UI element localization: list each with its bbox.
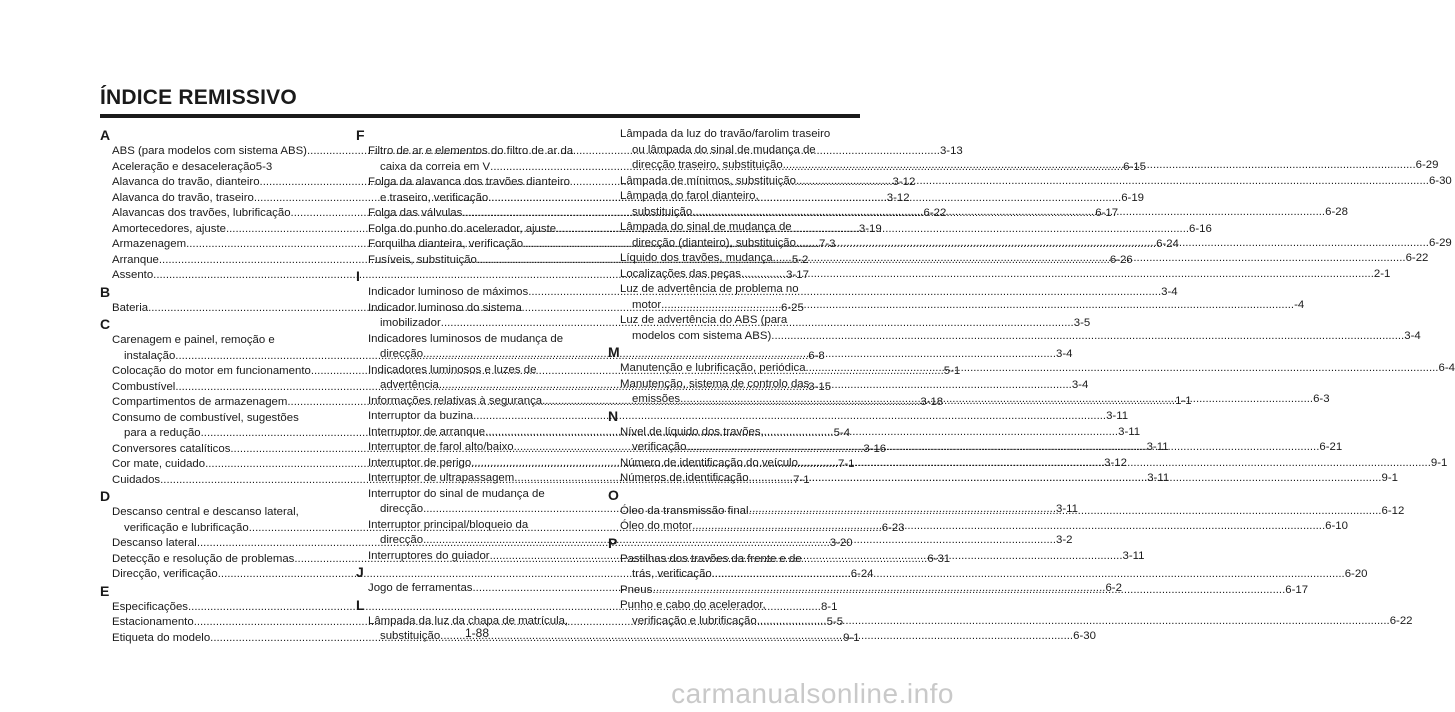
- section-letter: L: [356, 596, 365, 613]
- index-entry: [356, 409, 1129, 425]
- entry-page: 6-24: [1156, 238, 1179, 250]
- entry-page: 3-19: [858, 222, 882, 235]
- entry-text: Punho e cabo do acelerador,: [620, 599, 766, 611]
- entry-page: 6-29: [1415, 159, 1439, 171]
- entry-page: 6-30: [1428, 174, 1452, 187]
- entry-text: direcção traseiro, substituição: [632, 159, 783, 171]
- entry-text: Bateria: [112, 301, 149, 314]
- entry-page: 3-15: [808, 380, 832, 393]
- entry-page: 3-13: [939, 145, 963, 157]
- entry-page: 8-1: [820, 600, 838, 613]
- entry-text: emissões: [632, 393, 681, 405]
- entry-page: 6-8: [808, 349, 825, 362]
- entry-text: Detecção e resolução de problemas: [112, 552, 295, 565]
- entry-page: 3-12: [886, 191, 910, 204]
- entry-text: Lâmpada da luz do travão/farolim traseiro: [620, 128, 831, 140]
- entry-page: 6-15: [1123, 160, 1146, 173]
- entry-text: Indicadores luminosos e luzes de: [368, 363, 537, 376]
- entry-text: Interruptor de farol alto/baixo: [368, 441, 514, 453]
- dot-leader: [741, 267, 1374, 283]
- entry-page: 6-25: [781, 301, 804, 314]
- entry-page: 6-20: [1344, 568, 1368, 580]
- entry-text: direcção: [380, 348, 424, 360]
- entry-text: Lâmpada de mínimos, substituição: [620, 174, 797, 187]
- entry-text: Folga das válvulas: [368, 207, 463, 219]
- entry-page: 6-10: [1325, 520, 1348, 532]
- entry-page: 3-4: [1071, 379, 1089, 391]
- entry-text: Armazenagem: [112, 238, 187, 250]
- title-rule: [100, 114, 860, 118]
- watermark: carmanualsonline.info: [671, 678, 954, 709]
- entry-text: Indicador luminoso do sistema: [368, 301, 522, 314]
- entry-page: 3-11: [1056, 503, 1078, 515]
- dot-leader: [661, 298, 1294, 314]
- index-entry-line: [620, 298, 1305, 314]
- section-letter: B: [100, 283, 111, 300]
- entry-page: 3-4: [1056, 348, 1073, 360]
- entry-page: 6-16: [1189, 222, 1212, 235]
- section-letter: E: [100, 582, 110, 599]
- entry-page: 2-1: [1373, 267, 1391, 280]
- dot-leader: [692, 519, 1325, 535]
- entry-page: 3-11: [1147, 472, 1170, 484]
- entry-page: 6-17: [1285, 583, 1309, 596]
- entry-text: verificação e lubrificação: [124, 521, 249, 534]
- entry-text: Forquilha dianteira, verificação: [368, 238, 524, 250]
- entry-text: Interruptores do guiador: [368, 549, 490, 562]
- entry-page: 3-17: [786, 269, 809, 281]
- index-entry: [608, 598, 1413, 629]
- index-entry-line: [368, 409, 1129, 425]
- entry-page: 6-17: [1095, 207, 1119, 219]
- entry-text: Indicador luminoso de máximos: [368, 286, 529, 298]
- entry-text: Interruptor do sinal de mudança de: [368, 487, 545, 500]
- entry-text: direcção (dianteiro), substituição: [632, 236, 796, 249]
- entry-text: Nível de líquido dos travões,: [620, 425, 764, 438]
- entry-page: 3-11: [1122, 549, 1145, 562]
- page-number: 1-88: [465, 626, 490, 640]
- entry-text: Óleo do motor: [620, 520, 693, 532]
- entry-text: Luz de advertência do ABS (para: [620, 314, 788, 326]
- entry-text: Etiqueta do modelo: [112, 631, 211, 644]
- entry-text: Informações relativas à segurança: [368, 394, 543, 407]
- entry-page: 7-1: [838, 458, 855, 470]
- entry-text: Interruptor da buzina: [368, 410, 474, 422]
- entry-text: Consumo de combustível, sugestões: [112, 411, 299, 424]
- entry-page: 3-5: [1073, 317, 1091, 329]
- entry-page: 6-3: [1313, 393, 1330, 405]
- entry-text: para a redução: [124, 427, 201, 439]
- section-letter: F: [356, 127, 365, 143]
- entry-text: Estacionamento: [112, 616, 194, 628]
- section-letter: J: [356, 564, 364, 580]
- index-entry-line: [112, 160, 338, 176]
- dot-leader: [773, 251, 1406, 267]
- dot-leader: [796, 236, 1429, 252]
- dot-leader: [796, 174, 1429, 190]
- entry-page: 3-12: [892, 176, 916, 188]
- entry-text: Colocação do motor em funcionamento: [112, 365, 311, 377]
- index-entry-line: [620, 614, 1413, 630]
- entry-text: Lâmpada do sinal de mudança de: [620, 221, 792, 233]
- entry-text: Arranque: [112, 253, 159, 266]
- entry-text: advertência: [380, 379, 439, 391]
- entry-page: 6-30: [1073, 630, 1096, 642]
- section-letter: O: [608, 486, 619, 503]
- section-letter: P: [608, 534, 618, 551]
- entry-text: direcção: [380, 503, 424, 515]
- entry-page: 3-11: [1118, 425, 1141, 438]
- entry-text: Interruptor de perigo: [368, 456, 472, 469]
- entry-text: Luz de advertência de problema no: [620, 283, 799, 295]
- entry-text: direcção: [380, 534, 424, 546]
- entry-page: 3-4: [1161, 286, 1178, 298]
- entry-text: Descanso central e descanso lateral,: [112, 506, 299, 518]
- entry-text: caixa da correia em V: [380, 160, 491, 173]
- entry-page: 6-4: [1438, 362, 1455, 374]
- entry-page: 5-2: [791, 253, 809, 266]
- dot-leader: [692, 205, 1325, 221]
- entry-text: instalação: [124, 349, 176, 362]
- entry-text: Óleo da transmissão final: [620, 504, 749, 517]
- entry-text: Cuidados: [112, 473, 161, 486]
- entry-page: 5-5: [826, 616, 844, 628]
- entry-text: Direcção, verificação: [112, 568, 218, 580]
- dot-leader: [783, 158, 1416, 174]
- entry-text: Conversores catalíticos: [112, 442, 231, 455]
- entry-text: verificação: [632, 441, 687, 453]
- entry-text: Folga do punho do acelerador, ajuste: [368, 222, 557, 235]
- entry-page: 6-28: [1325, 205, 1348, 218]
- entry-text: Alavancas dos travões, lubrificação: [112, 207, 291, 219]
- entry-text: verificação e lubrificação: [632, 614, 757, 627]
- page-title: ÍNDICE REMISSIVO: [100, 86, 297, 109]
- entry-text: Assento: [112, 269, 154, 281]
- section-letter: C: [100, 316, 111, 332]
- entry-text: Números de identificação: [620, 472, 749, 484]
- entry-page: 3-11: [1106, 410, 1129, 422]
- dot-leader: [806, 361, 1439, 377]
- section-letter: D: [100, 488, 111, 504]
- entry-page: 9-1: [1430, 456, 1448, 469]
- entry-text: motor: [632, 298, 662, 311]
- entry-page: 3-11: [1146, 441, 1169, 453]
- entry-text: substituição: [632, 205, 693, 218]
- section-letter: A: [100, 127, 111, 143]
- dot-leader: [798, 456, 1431, 472]
- entry-text: Combustível: [112, 380, 176, 393]
- entry-text: Líquido dos travões, mudança: [620, 252, 773, 264]
- entry-page: 5-4: [833, 427, 851, 439]
- entry-page: 6-21: [1319, 441, 1343, 453]
- entry-page: 6-23: [881, 521, 905, 534]
- entry-page: 6-22: [1389, 614, 1413, 627]
- entry-text: Alavanca do travão, dianteiro: [112, 176, 260, 188]
- entry-text: imobilizador: [380, 317, 441, 329]
- entry-page: 7-1: [793, 473, 810, 486]
- entry-page: 6-22: [1405, 252, 1429, 264]
- entry-text: modelos com sistema ABS): [632, 329, 772, 342]
- entry-text: Localizações das peças: [620, 267, 741, 280]
- entry-page: 3-4: [1404, 329, 1421, 342]
- dot-leader: [440, 629, 1073, 645]
- entry-text: Interruptor de ultrapassagem: [368, 472, 515, 484]
- entry-page: 1-1: [1175, 394, 1192, 407]
- entry-page: 6-31: [927, 552, 951, 565]
- index-entry: [608, 267, 1391, 283]
- entry-page: 6-24: [850, 568, 874, 580]
- entry-text: Folga da alavanca dos travões dianteiro: [368, 176, 570, 188]
- entry-text: substituição: [380, 630, 441, 642]
- index-entry-line: [620, 267, 1391, 283]
- entry-text: trás, verificação: [632, 568, 712, 580]
- entry-page: 3-16: [863, 442, 887, 455]
- entry-page: 6-22: [923, 207, 947, 219]
- entry-page: 7-3: [819, 238, 836, 250]
- entry-text: Interruptor principal/bloqueio da: [368, 518, 529, 531]
- entry-text: Número de identificação do veículo: [620, 456, 798, 469]
- index-entry-line: [620, 329, 1421, 345]
- entry-page: 6-12: [1381, 504, 1405, 517]
- entry-page: 9-1: [843, 631, 860, 644]
- entry-text: Amortecedores, ajuste: [112, 222, 226, 235]
- entry-page: -4: [1294, 298, 1305, 311]
- entry-text: Descanso lateral: [112, 537, 197, 549]
- entry-text: Indicadores luminosos de mudança de: [368, 332, 564, 345]
- entry-text: Pastilhas dos travões da frente e de: [620, 552, 802, 565]
- entry-text: Lâmpada da luz da chapa de matrícula,: [368, 614, 569, 627]
- entry-text: Jogo de ferramentas: [368, 582, 473, 594]
- index-entry: [100, 160, 338, 176]
- entry-text: Manutenção e lubrificação, periódica: [620, 362, 806, 374]
- dot-leader: [771, 329, 1404, 345]
- entry-page: 6-29: [1428, 236, 1452, 249]
- entry-page: 3-2: [1056, 534, 1073, 546]
- dot-leader: [680, 392, 1313, 408]
- entry-text: ABS (para modelos com sistema ABS): [112, 145, 307, 157]
- dot-leader: [757, 614, 1390, 630]
- entry-text: Filtro de ar e elementos do filtro de ar da: [368, 145, 574, 157]
- entry-text: Compartimentos de armazenagem: [112, 396, 288, 408]
- entry-text: e traseiro, verificação: [380, 191, 489, 204]
- entry-text: Carenagem e painel, remoção e: [112, 334, 275, 346]
- section-letter: N: [608, 407, 619, 424]
- section-letter: M: [608, 344, 620, 360]
- entry-text: ou lâmpada do sinal de mudança de: [632, 143, 816, 156]
- dot-leader: [749, 504, 1382, 520]
- entry-text: Especificações: [112, 600, 188, 613]
- entry-page: 3-18: [920, 396, 944, 408]
- entry-text: Fusíveis, substituição: [368, 253, 477, 266]
- dot-leader: [712, 567, 1345, 583]
- entry-text: Manutenção, sistema de controlo das: [620, 377, 810, 390]
- entry-text: Lâmpada do farol dianteiro,: [620, 190, 759, 202]
- entry-page: 6-2: [1105, 582, 1122, 594]
- entry-page: 3-12: [1104, 456, 1127, 469]
- dot-leader: [749, 471, 1382, 487]
- entry-text: Alavanca do travão, traseiro: [112, 191, 254, 204]
- entry-page: 3-20: [829, 537, 853, 549]
- dot-leader: [652, 583, 1285, 599]
- entry-text: Interruptor de arranque: [368, 425, 486, 438]
- dot-leader: [686, 440, 1319, 456]
- section-letter: I: [356, 268, 360, 284]
- entry-text: Cor mate, cuidado: [112, 458, 206, 470]
- entry-page: 6-19: [1121, 191, 1145, 204]
- entry-text: Pneus: [620, 583, 653, 596]
- entry-page: 6-26: [1109, 253, 1133, 266]
- entry-page: 5-1: [943, 365, 961, 377]
- entry-text: Aceleração e desaceleração5-3: [112, 160, 273, 173]
- entry-page: 9-1: [1381, 472, 1398, 484]
